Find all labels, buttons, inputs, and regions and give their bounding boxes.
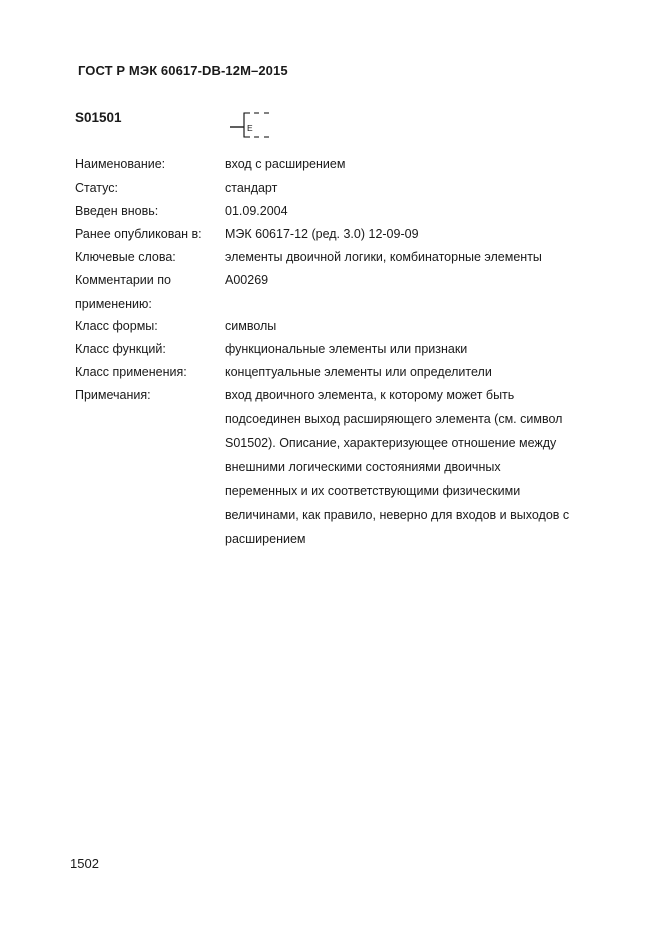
- field-value: элементы двоичной логики, комбинаторные элементы: [225, 250, 542, 264]
- field-value: символы: [225, 319, 277, 333]
- field-label: Класс формы:: [75, 319, 158, 333]
- field-label: Класс применения:: [75, 365, 187, 379]
- extension-input-symbol-icon: [228, 108, 278, 142]
- symbol-letter: E: [247, 123, 253, 133]
- field-value: стандарт: [225, 181, 278, 195]
- field-value: A00269: [225, 273, 269, 287]
- field-label: Комментарии по применению:: [75, 273, 171, 311]
- symbol-figure: [228, 108, 278, 142]
- field-label: Статус:: [75, 181, 118, 195]
- field-value: концептуальные элементы или определители: [225, 365, 492, 379]
- field-label: Ранее опубликован в:: [75, 227, 202, 241]
- field-value: МЭК 60617-12 (ред. 3.0) 12-09-09: [225, 227, 419, 241]
- symbol-code: S01501: [75, 110, 122, 125]
- field-label: Наименование:: [75, 157, 166, 171]
- page-number: 1502: [70, 856, 99, 871]
- field-value: функциональные элементы или признаки: [225, 342, 468, 356]
- field-value: вход с расширением: [225, 157, 346, 171]
- field-label: Введен вновь:: [75, 204, 159, 218]
- field-label: Ключевые слова:: [75, 250, 176, 264]
- field-value: вход двоичного элемента, к которому может быть подсоединен выход расширяющего элемента (см. символ S01502). Описание, характеризующее отношение между внешними логическими состояниями двоичных переменных и их соответствующими физическими величинами, как правило, неверно для входов и выходов с расширением: [225, 388, 570, 546]
- field-label: Класс функций:: [75, 342, 166, 356]
- field-label: Примечания:: [75, 388, 151, 402]
- field-value: 01.09.2004: [225, 204, 288, 218]
- document-header: ГОСТ Р МЭК 60617-DB-12M–2015: [78, 63, 288, 78]
